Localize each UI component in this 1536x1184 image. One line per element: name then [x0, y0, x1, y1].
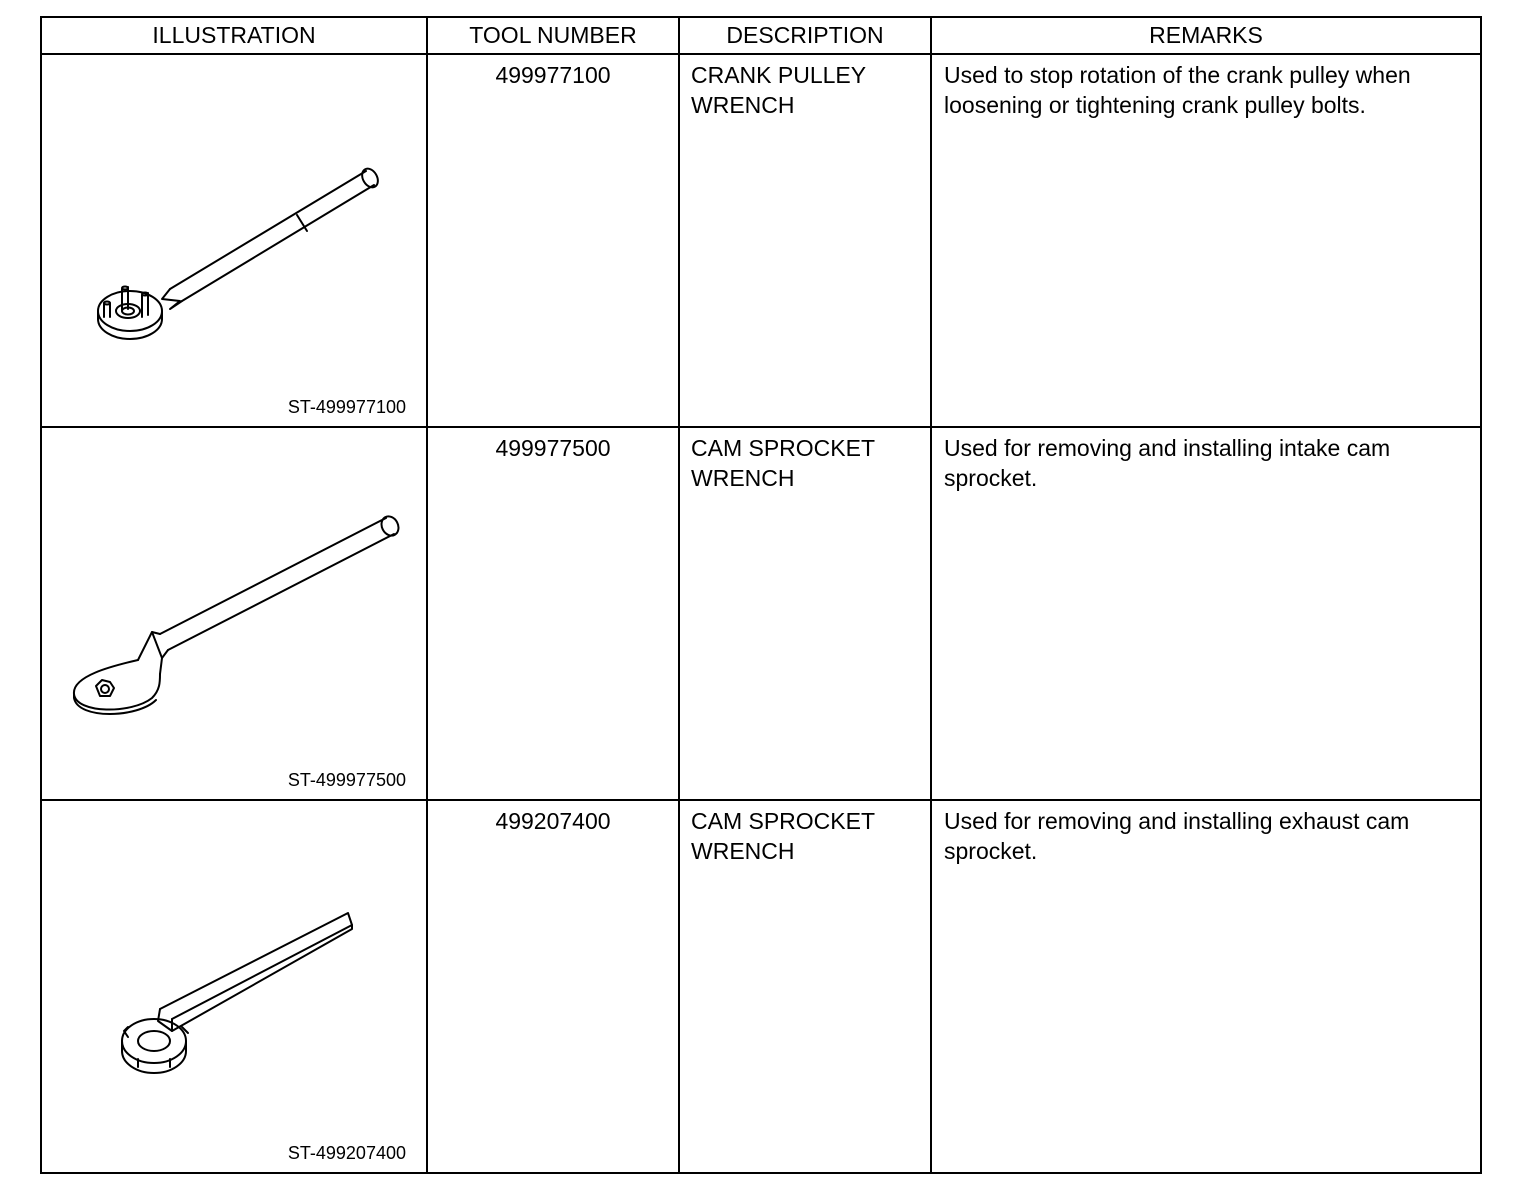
description-line: WRENCH	[691, 838, 795, 864]
remarks-line: Used for removing and installing exhaust cam	[944, 808, 1410, 834]
description-line: CAM SPROCKET	[691, 808, 876, 834]
header-description: DESCRIPTION	[679, 17, 931, 54]
remarks-cell	[931, 427, 1481, 800]
tool-number-cell: 499977500	[427, 427, 679, 800]
remarks-cell	[931, 800, 1481, 1173]
illustration-code: ST-499207400	[287, 1143, 406, 1163]
header-tool-number: TOOL NUMBER	[427, 17, 679, 54]
remarks-line: loosening or tightening crank pulley bolts.	[944, 92, 1366, 118]
description-line: WRENCH	[691, 465, 795, 491]
description-cell	[679, 54, 931, 427]
table-row	[41, 427, 1481, 800]
description-line: WRENCH	[691, 92, 795, 118]
description-line: CRANK PULLEY	[691, 62, 867, 88]
remarks-line: Used to stop rotation of the crank pulley when	[944, 62, 1411, 88]
illustration-code: ST-499977500	[287, 770, 406, 790]
illustration-cell	[41, 54, 427, 427]
header-remarks: REMARKS	[931, 17, 1481, 54]
cam-sprocket-wrench-icon	[42, 428, 426, 794]
description-cell	[679, 427, 931, 800]
illustration-cell	[41, 427, 427, 800]
special-tools-table	[40, 16, 1482, 1174]
illustration-code: ST-499977100	[287, 397, 406, 417]
description-line: CAM SPROCKET	[691, 435, 876, 461]
table-row	[41, 54, 1481, 427]
header-illustration: ILLUSTRATION	[41, 17, 427, 54]
tool-number-cell: 499977100	[427, 54, 679, 427]
remarks-cell	[931, 54, 1481, 427]
illustration-cell	[41, 800, 427, 1173]
description-cell	[679, 800, 931, 1173]
table-row	[41, 800, 1481, 1173]
remarks-line: Used for removing and installing intake cam	[944, 435, 1391, 461]
tool-number-cell: 499207400	[427, 800, 679, 1173]
remarks-line: sprocket.	[944, 838, 1038, 864]
remarks-line: sprocket.	[944, 465, 1038, 491]
cam-sprocket-flat-wrench-icon	[42, 801, 426, 1167]
header-row	[41, 17, 1481, 54]
crank-pulley-wrench-icon	[42, 55, 426, 421]
